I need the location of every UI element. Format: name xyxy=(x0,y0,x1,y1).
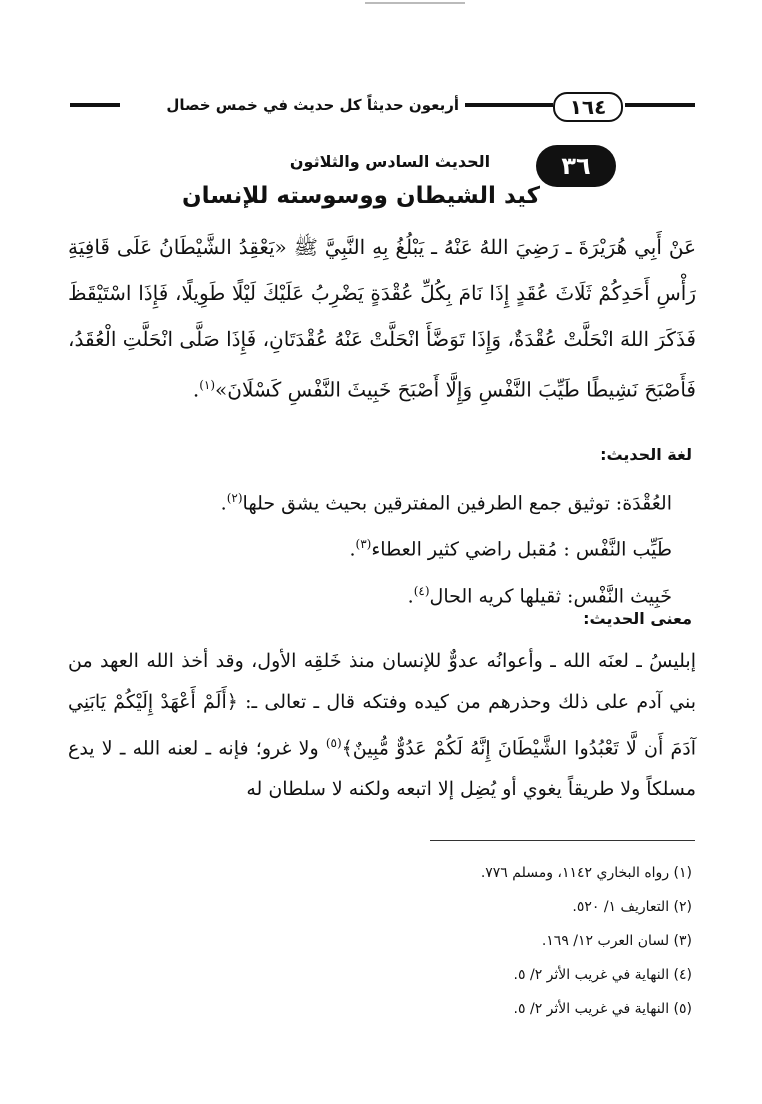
vocab-term: خَبِيث النَّفْس xyxy=(573,584,672,607)
vocab-separator: : xyxy=(557,538,576,561)
footnote-ref: (٢) xyxy=(226,491,243,505)
vocab-end: . xyxy=(349,538,356,561)
meaning-text xyxy=(68,641,696,810)
meaning-heading: معنى الحديث: xyxy=(583,609,692,628)
running-header xyxy=(70,92,695,122)
header-rule-left xyxy=(70,103,120,107)
meaning-body: إبليسُ ـ لعنَه الله ـ وأعوانُه عدوٌّ للإنسان منذ خَلقِه الأول، وقد أخذ الله العهد من بني آدم على ذلك وحذرهم من كيده وفتكه قال ـ تعالى ـ: ﴿أَلَمْ أَعْهَدْ إِلَيْكُمْ يَابَنِي آدَمَ أَن لَّا تَعْبُدُوا الشَّيْطَانَ إِنَّهُ لَكُمْ عَدُوٌّ مُّبِينٌ﴾ xyxy=(68,650,696,760)
vocab-end: . xyxy=(220,492,227,515)
page-number: ١٦٤ xyxy=(553,92,623,122)
footnote: (٥) النهاية في غريب الأثر ٢/ ٥. xyxy=(513,1001,692,1017)
footnote: (١) رواه البخاري ١١٤٢، ومسلم ٧٧٦. xyxy=(480,865,692,881)
chapter-number-label: الحديث السادس والثلاثون xyxy=(289,152,491,171)
vocab-item xyxy=(112,478,672,524)
vocab-definition: توثيق جمع الطرفين المفترقين بحيث يشق حلها xyxy=(242,492,610,515)
vocab-item xyxy=(112,524,672,570)
hadith-end: . xyxy=(192,377,200,402)
vocab-definition: ثقيلها كريه الحال xyxy=(429,584,561,607)
footnote-separator xyxy=(430,840,695,841)
running-title: أربعون حديثاً كل حديث في خمس خصال xyxy=(166,96,459,114)
footnotes-list xyxy=(92,856,692,1026)
hadith-text xyxy=(68,224,696,413)
footnote-ref: (١) xyxy=(199,378,216,392)
header-rule-middle xyxy=(465,103,553,107)
footnote-ref: (٣) xyxy=(355,537,372,552)
footnote: (٤) النهاية في غريب الأثر ٢/ ٥. xyxy=(513,967,692,983)
vocab-end: . xyxy=(407,584,414,607)
vocab-term: العُقْدَة xyxy=(622,492,672,515)
vocab-heading: لغة الحديث: xyxy=(600,445,692,464)
footnote: (٣) لسان العرب ١٢/ ١٦٩. xyxy=(541,933,692,949)
footnote-ref: (٤) xyxy=(413,583,430,598)
vocab-term: طَيِّب النَّفْس xyxy=(575,538,672,561)
vocab-list xyxy=(112,478,672,617)
vocab-separator: : xyxy=(609,492,623,515)
vocab-separator: : xyxy=(561,584,574,607)
header-rule-right xyxy=(625,103,695,107)
crop-mark xyxy=(365,2,465,4)
footnote-ref: (٥) xyxy=(325,736,342,750)
hadith-body: عَنْ أَبِي هُرَيْرَةَ ـ رَضِيَ اللهُ عَنْهُ ـ يَبْلُغُ بِهِ النَّبِيَّ ﷺ «يَعْقِدُ الشَّيْطَانُ عَلَى قَافِيَةِ رَأْسِ أَحَدِكُمْ ثَلَاثَ عُقَدٍ إِذَا نَامَ بِكُلِّ عُقْدَةٍ يَضْرِبُ عَلَيْكَ لَيْلًا طَوِيلًا، فَإِذَا اسْتَيْقَظَ فَذَكَرَ اللهَ انْحَلَّتْ عُقْدَةٌ، وَإِذَا تَوَضَّأَ انْحَلَّتْ عَنْهُ عُقْدَتَانِ، فَإِذَا صَلَّى انْحَلَّتِ الْعُقَدُ، فَأَصْبَحَ نَشِيطًا طَيِّبَ النَّفْسِ وَإِلَّا أَصْبَحَ خَبِيثَ النَّفْسِ كَسْلَانَ» xyxy=(68,235,697,402)
chapter-title: كيد الشيطان ووسوسته للإنسان xyxy=(181,183,540,209)
vocab-definition: مُقبل راضي كثير العطاء xyxy=(371,538,558,561)
meaning-body-continued: ولا غرو؛ فإنه ـ لعنه الله ـ لا يدع مسلكاً ولا طريقاً يغوي أو يُضِل إلا اتبعه ولكنه لا سلطان له xyxy=(68,737,696,801)
chapter-number-badge: ٣٦ xyxy=(536,145,616,187)
footnote: (٢) التعاريف ١/ ٥٢٠. xyxy=(572,899,692,915)
